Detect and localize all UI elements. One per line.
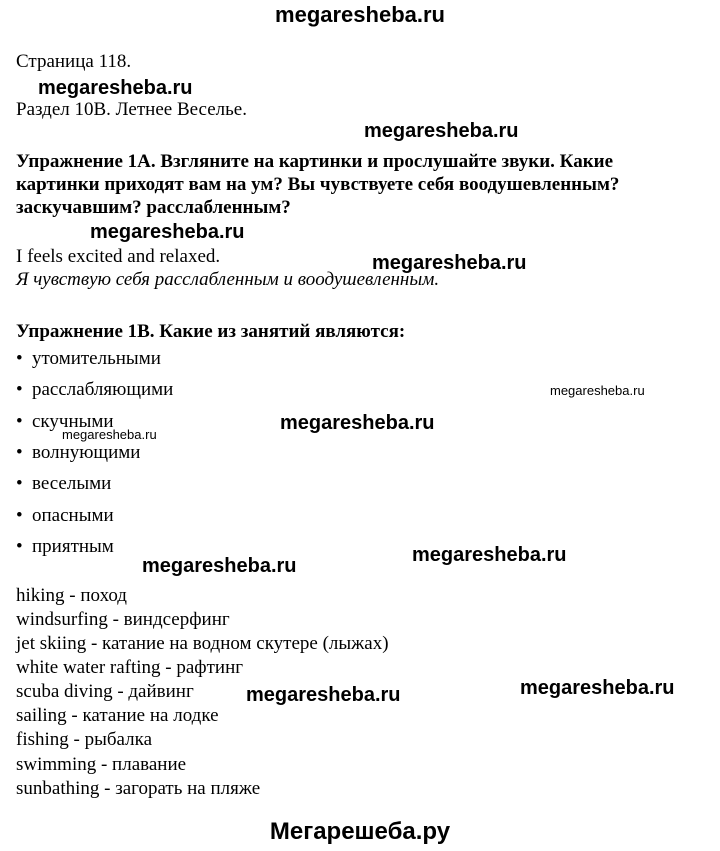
watermark-text-small: megaresheba.ru xyxy=(550,383,645,398)
watermark-text: megaresheba.ru xyxy=(372,252,527,274)
watermark-text: megaresheba.ru xyxy=(246,684,401,706)
list-item-label: приятным xyxy=(32,536,114,557)
list-item xyxy=(16,472,111,496)
vocab-item: windsurfing - виндсерфинг xyxy=(16,609,230,630)
list-item-label: веселыми xyxy=(32,473,112,494)
watermark-text: megaresheba.ru xyxy=(412,544,567,566)
bullet-marker: • xyxy=(16,379,23,400)
vocab-item: swimming - плавание xyxy=(16,754,187,775)
exercise-1a-title-line1: Упражнение 1А. Взгляните на картинки и прослушайте звуки. Какие xyxy=(16,151,614,172)
header-watermark: megaresheba.ru xyxy=(275,2,445,27)
vocab-item: sailing - катание на лодке xyxy=(16,705,219,726)
vocab-item: fishing - рыбалка xyxy=(16,729,152,750)
vocab-item: hiking - поход xyxy=(16,585,127,606)
watermark-text-small: megaresheba.ru xyxy=(62,427,157,442)
bullet-marker: • xyxy=(16,536,23,557)
list-item xyxy=(16,504,114,528)
list-item-label: расслабляющими xyxy=(32,379,174,400)
exercise-1b-title: Упражнение 1B. Какие из занятий являются: xyxy=(16,321,406,342)
bullet-marker: • xyxy=(16,348,23,369)
vocab-item: jet skiing - катание на водном скутере (лыжах) xyxy=(16,633,389,654)
list-item xyxy=(16,347,161,371)
vocab-item: scuba diving - дайвинг xyxy=(16,681,194,702)
footer-watermark: Мегарешеба.ру xyxy=(269,818,451,845)
list-item xyxy=(16,535,114,559)
list-item-label: утомительными xyxy=(32,348,161,369)
list-item xyxy=(16,378,173,402)
bullet-marker: • xyxy=(16,505,23,526)
vocab-item: sunbathing - загорать на пляже xyxy=(16,778,261,799)
list-item-label: опасными xyxy=(32,505,114,526)
vocab-item: white water rafting - рафтинг xyxy=(16,657,244,678)
watermark-text: megaresheba.ru xyxy=(142,555,297,577)
list-item xyxy=(16,441,140,465)
exercise-1a-answer-en: I feels excited and relaxed. xyxy=(16,246,221,267)
watermark-text: megaresheba.ru xyxy=(520,677,675,699)
page-label: Страница 118. xyxy=(16,51,132,72)
watermark-text: megaresheba.ru xyxy=(364,120,519,142)
exercise-1a-title-line2: картинки приходят вам на ум? Вы чувствуете себя воодушевленным? xyxy=(16,174,620,195)
bullet-marker: • xyxy=(16,473,23,494)
exercise-1a-title-line3: заскучавшим? расслабленным? xyxy=(16,197,291,218)
bullet-marker: • xyxy=(16,411,23,432)
watermark-text: megaresheba.ru xyxy=(90,221,245,243)
list-item-label: волнующими xyxy=(32,442,141,463)
bullet-marker: • xyxy=(16,442,23,463)
list-item-label: скучными xyxy=(32,411,114,432)
section-title: Раздел 10В. Летнее Веселье. xyxy=(16,99,247,120)
exercise-1a-answer-ru: Я чувствую себя расслабленным и воодушевленным. xyxy=(16,269,440,290)
watermark-text: megaresheba.ru xyxy=(38,77,193,99)
watermark-text: megaresheba.ru xyxy=(280,412,435,434)
